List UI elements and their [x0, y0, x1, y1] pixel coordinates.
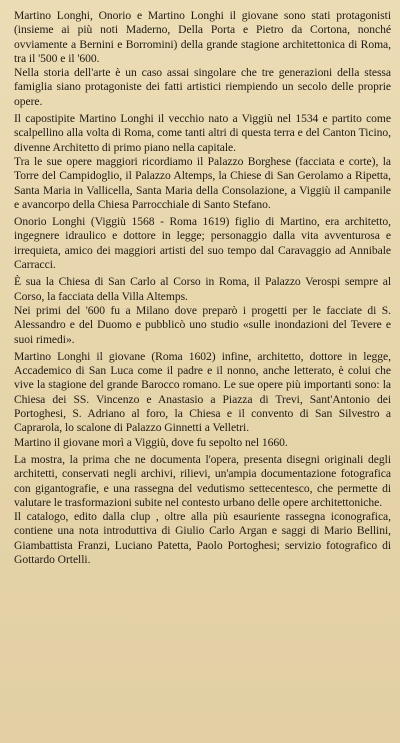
paragraph-martino-vecchio-works: Tra le sue opere maggiori ricordiamo il Palazzo Borghese (facciata e corte), la Torre del Campidoglio, il Palazzo Altemps, la Chiese di San Gerolamo a Ripetta, Santa Maria in Vallicella, Santa Maria della Consolazione, a Viggiù il campanile e avancorpo della Chiesa Parrocchiale di Santo Stefano. [14, 154, 391, 211]
paragraph-three-generations: Nella storia dell'arte è un caso assai singolare che tre generazioni della stessa famiglia siano protagoniste dei fatti artistici riempiendo un secolo delle proprie opere. [14, 66, 391, 108]
paragraph-mostra: La mostra, la prima che ne documenta l'opera, presenta disegni originali degli architetti, conservati negli archivi, rilievi, un'ampia documentazione fotografica con gigantografie, e una rassegna del vedutismo settecentesco, che permette di valutare le trasformazioni subite nel contesto urbano delle opere architettoniche. [14, 452, 391, 509]
paragraph-martino-vecchio: Il capostipite Martino Longhi il vecchio nato a Viggiù nel 1534 e partito come scalpellino alla volta di Roma, come tanti altri di questa terra e del Canton Ticino, divenne Architetto di primo piano nella capitale. [14, 112, 391, 154]
paragraph-intro: Martino Longhi, Onorio e Martino Longhi il giovane sono stati protagonisti (insieme ai più noti Maderno, Della Porta e Pietro da Cortona, nonché ovviamente a Bernini e Borromini) della grande stagione architettonica di Roma, tra il '500 e il '600. [14, 9, 391, 65]
paragraph-martino-giovane-death: Martino il giovane morì a Viggiù, dove fu sepolto nel 1660. [14, 435, 288, 449]
paragraph-onorio-milano: Nei primi del '600 fu a Milano dove preparò i progetti per le facciate di S. Alessandro e del Duomo e pubblicò uno studio «sulle inondazioni del Tevere e suoi rimedi». [14, 303, 391, 346]
paragraph-catalogo: Il catalogo, edito dalla clup , oltre alla più esauriente rassegna iconografica, contiene una nota introduttiva di Giulio Carlo Argan e saggi di Mario Bellini, Giambattista Franzi, Luciano Patetta, Paolo Portoghesi; servizio fotografico di Gottardo Ortelli. [14, 510, 391, 566]
paragraph-martino-giovane: Martino Longhi il giovane (Roma 1602) infine, architetto, dottore in legge, Accademico di San Luca come il padre e il nonno, anche letterato, è colui che vive la stagione del grande Barocco romano. Le sue opere più importanti sono: la Chiesa dei SS. Vincenzo e Anastasio a Piazza di Trevi, Sant'Antonio dei Portoghesi, S. Adriano al foro, la Chiesa e il convento di San Silvestro a Caprarola, lo scalone di Palazzo Ginnetti a Velletri. [14, 349, 391, 435]
paragraph-onorio-works: È sua la Chiesa di San Carlo al Corso in Roma, il Palazzo Verospi sempre al Corso, la facciata della Villa Altemps. [14, 275, 391, 303]
paragraph-onorio: Onorio Longhi (Viggiù 1568 - Roma 1619) figlio di Martino, era architetto, ingegnere idraulico e dottore in legge; personaggio dalla vita avventurosa e irrequieta, amico dei maggiori artisti del suo tempo dal Caravaggio ad Annibale Carracci. [14, 215, 391, 272]
